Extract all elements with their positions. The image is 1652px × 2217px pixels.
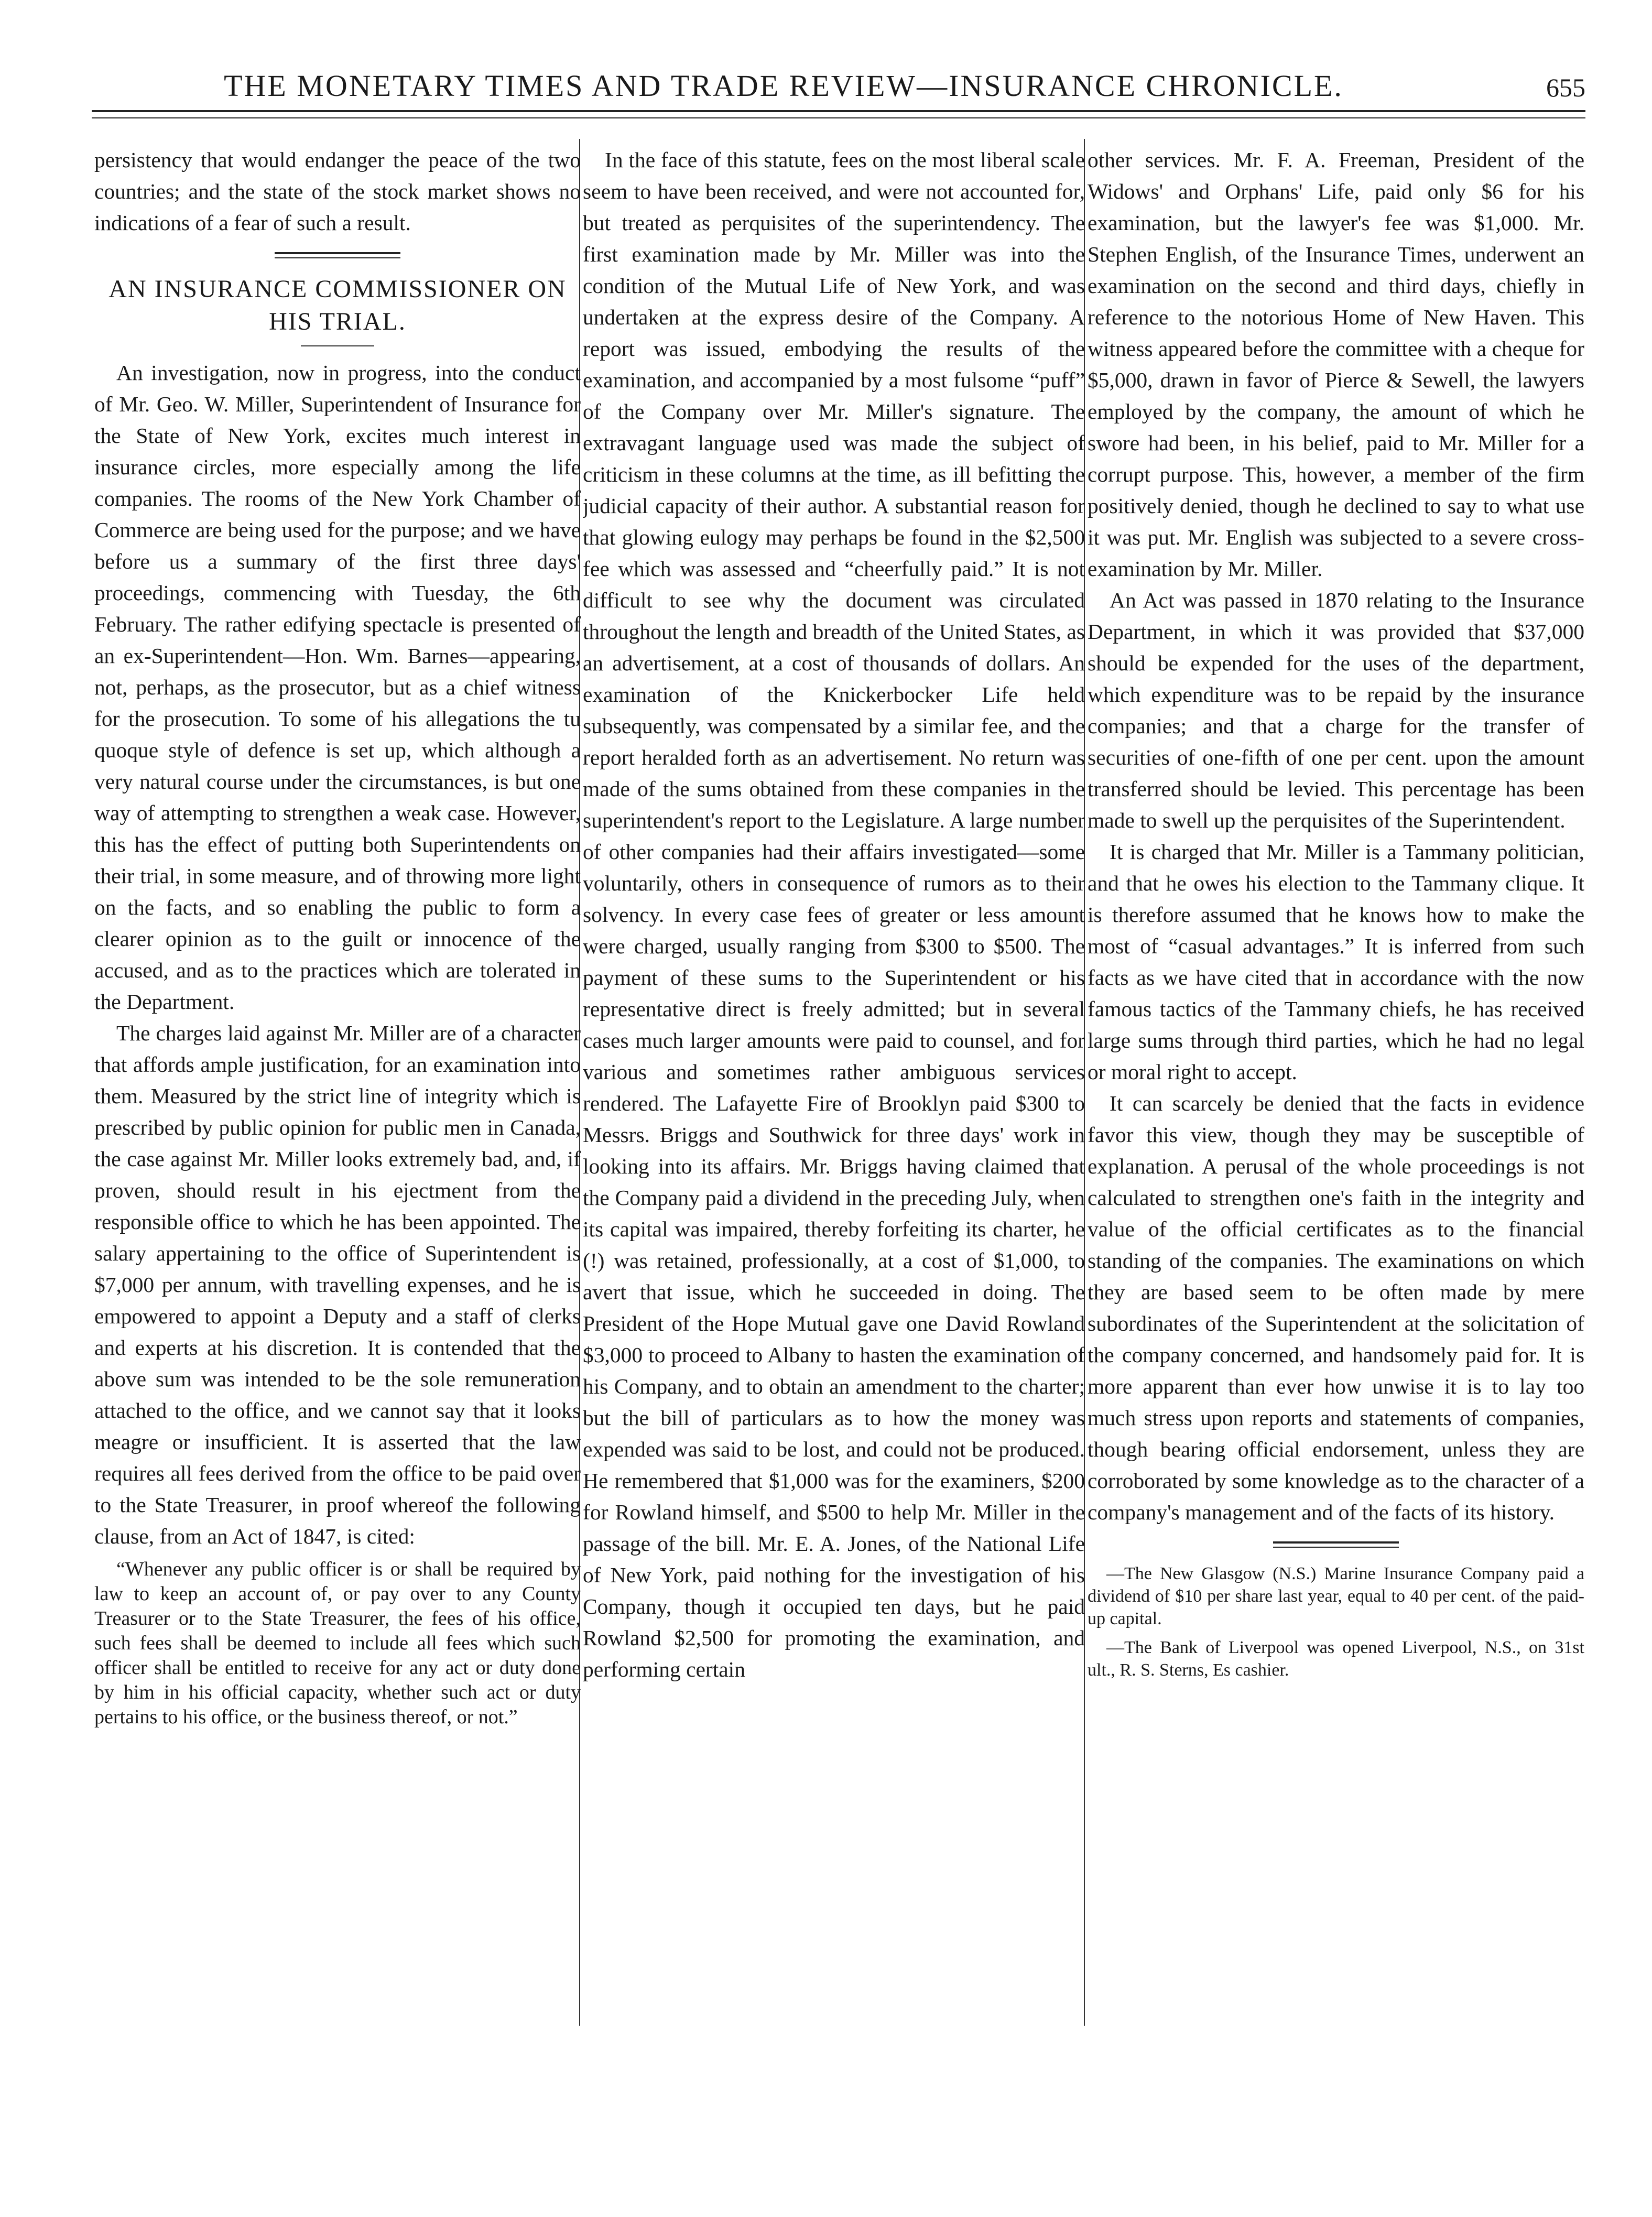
news-note: —The Bank of Liverpool was opened Liverpool, N.S., on 31st ult., R. S. Sterns, Es cashier.	[1088, 1638, 1584, 1680]
publication-title: THE MONETARY TIMES AND TRADE REVIEW—INSURANCE CHRONICLE.	[224, 69, 1343, 103]
article-paragraph: An investigation, now in progress, into the conduct of Mr. Geo. W. Miller, Superintendent of Insurance for the State of New York, excites much interest in insurance circles, more especially among the life companies. The rooms of the New York Chamber of Commerce are being used for the purpose; and we have before us a summary of the first three days' proceedings, commencing with Tuesday, the 6th February. The rather edifying spectacle is presented of an ex-Superintendent—Hon. Wm. Barnes—appearing, not, perhaps, as the prosecutor, but as a chief witness for the prosecution. To some of his allegations the tu quoque style of defence is set up, which although a very natural course under the circumstances, is but one way of attempting to strengthen a weak case. However, this has the effect of putting both Superintendents on their trial, in some measure, and of throwing more light on the facts, and so enabling the public to form a clearer opinion as to the guilt or innocence of the accused, and as to the practices which are tolerated in the Department.	[94, 361, 581, 1014]
article-paragraph: other services. Mr. F. A. Freeman, President of the Widows' and Orphans' Life, paid only $6 for his examination, but the lawyer's fee was $1,000. Mr. Stephen English, of the Insurance Times, underwent an examination on the second and third days, chiefly in reference to the notorious Home of New Haven. This witness appeared before the committee with a cheque for $5,000, drawn in favor of Pierce & Sewell, the lawyers employed by the company, the amount of which he swore had been, in his belief, paid to Mr. Miller for a corrupt purpose. This, however, a member of the firm positively denied, though he declined to say to what use it was put. Mr. English was subjected to a severe cross-examination by Mr. Miller.	[1088, 148, 1584, 581]
article-paragraph: An Act was passed in 1870 relating to the Insurance Department, in which it was provided that $37,000 should be expended for the uses of the department, which expenditure was to be repaid by the insurance companies; and that a charge for the transfer of securities of one-fifth of one per cent. upon the amount transferred should be levied. This percentage has been made to swell up the perquisites of the Superintendent.	[1088, 588, 1584, 832]
header-rule-thin	[92, 117, 1585, 118]
article-paragraph: It is charged that Mr. Miller is a Tammany politician, and that he owes his election to the Tammany clique. It is therefore assumed that he knows how to make the most of “casual advantages.” It is inferred from such facts as we have cited that in accordance with the now famous tactics of the Tammany chiefs, he has received large sums through third parties, which he had no legal or moral right to accept.	[1088, 840, 1584, 1084]
article-paragraph: The charges laid against Mr. Miller are of a character that affords ample justification, for an examination into them. Measured by the strict line of integrity which is prescribed by public opinion for public men in Canada, the case against Mr. Miller looks extremely bad, and, if proven, should result in his ejectment from the responsible office to which he has been appointed. The salary appertaining to the office of Superintendent is $7,000 per annum, with travelling expenses, and he is empowered to appoint a Deputy and a staff of clerks and experts at his discretion. It is contended that the above sum was intended to be the sole remuneration attached to the office, and we cannot say that it looks meagre or insufficient. It is asserted that the law requires all fees derived from the office to be paid over to the State Treasurer, in proof whereof the following clause, from an Act of 1847, is cited:	[94, 1021, 581, 1548]
article-paragraph: It can scarcely be denied that the facts in evidence favor this view, though they may be susceptible of explanation. A perusal of the whole proceedings is not calculated to strengthen one's faith in the integrity and value of the official certificates as to the financial standing of the companies. The examinations on which they are based seem to be often made by mere subordinates of the Superintendent at the solicitation of the company concerned, and handsomely paid for. It is more apparent than ever how unwise it is to lay too much stress upon reports and statements of companies, though bearing official endorsement, unless they are corroborated by some knowledge as to the character of a company's management and of the facts of its history.	[1088, 1091, 1584, 1524]
header-rule-thick	[92, 110, 1585, 112]
notes-separator	[1273, 1541, 1399, 1548]
article-paragraph: In the face of this statute, fees on the most liberal scale seem to have been received, and were not accounted for, but treated as perquisites of the superintendency. The first examination made by Mr. Miller was into the condition of the Mutual Life of New York, and was undertaken at the express desire of the Company. A report was issued, embodying the results of the examination, and accompanied by a most fulsome “puff” of the Company over Mr. Miller's signature. The extravagant language used was made the subject of criticism in these columns at the time, as ill befitting the judicial capacity of their author. A substantial reason for that glowing eulogy may perhaps be found in the $2,500 fee which was assessed and “cheerfully paid.” It is not difficult to see why the document was circulated throughout the length and breadth of the United States, as an advertisement, at a cost of thousands of dollars. An examination of the Knickerbocker Life held subsequently, was compensated by a similar fee, and the report heralded forth as an advertisement. No return was made of the sums obtained from these companies in the superintendent's report to the Legislature. A large number of other companies had their affairs investigated—some voluntarily, others in consequence of rumors as to their solvency. In every case fees of greater or less amount were charged, usually ranging from $300 to $500. The payment of these sums to the Superintendent or his representative direct is freely admitted; but in several cases much larger amounts were paid to counsel, and for various and sometimes rather ambiguous services rendered. The Lafayette Fire of Brooklyn paid $300 to Messrs. Briggs and Southwick for three days' work in looking into its affairs. Mr. Briggs having claimed that the Company paid a dividend in the preceding July, when its capital was impaired, thereby forfeiting its charter, he (!) was retained, professionally, at a cost of $1,000, to avert that issue, which he succeeded in doing. The President of the Hope Mutual gave one David Rowland $3,000 to proceed to Albany to hasten the examination of his Company, and to obtain an amendment to the charter; but the bill of particulars as to how the money was expended was said to be lost, and could not be produced. He remembered that $1,000 was for the examiners, $200 for Rowland himself, and $500 to help Mr. Miller in the passage of the bill. Mr. E. A. Jones, of the National Life of New York, paid nothing for the investigation of his Company, though it occupied ten days, but he paid Rowland $2,500 for promoting the examination, and performing certain	[583, 148, 1085, 1681]
heading-rule	[301, 345, 374, 346]
page-number: 655	[1546, 73, 1585, 102]
article-heading: AN INSURANCE COMMISSIONER ON HIS TRIAL.	[108, 275, 567, 335]
column-3	[1088, 144, 1584, 2188]
statute-quote: “Whenever any public officer is or shall be required by law to keep an account of, or pay over to any County Treasurer or to the State Treasurer, the fees of his office, such fees shall be deemed to include all fees which such officer shall be entitled to receive for any act or duty done by him in his official capacity, whether such act or duty pertains to his office, or the business thereof, or not.”	[94, 1558, 581, 1728]
running-header	[92, 68, 1585, 110]
intro-paragraph: persistency that would endanger the peace of the two countries; and the state of the stock market shows no indications of a fear of such a result.	[94, 148, 581, 235]
column-1	[94, 144, 581, 2188]
news-notes	[1088, 1562, 1584, 1681]
section-separator	[275, 252, 400, 258]
news-note: —The New Glasgow (N.S.) Marine Insurance Company paid a dividend of $10 per share last year, equal to 40 per cent. of the paid-up capital.	[1088, 1564, 1584, 1628]
column-2	[583, 144, 1085, 2188]
